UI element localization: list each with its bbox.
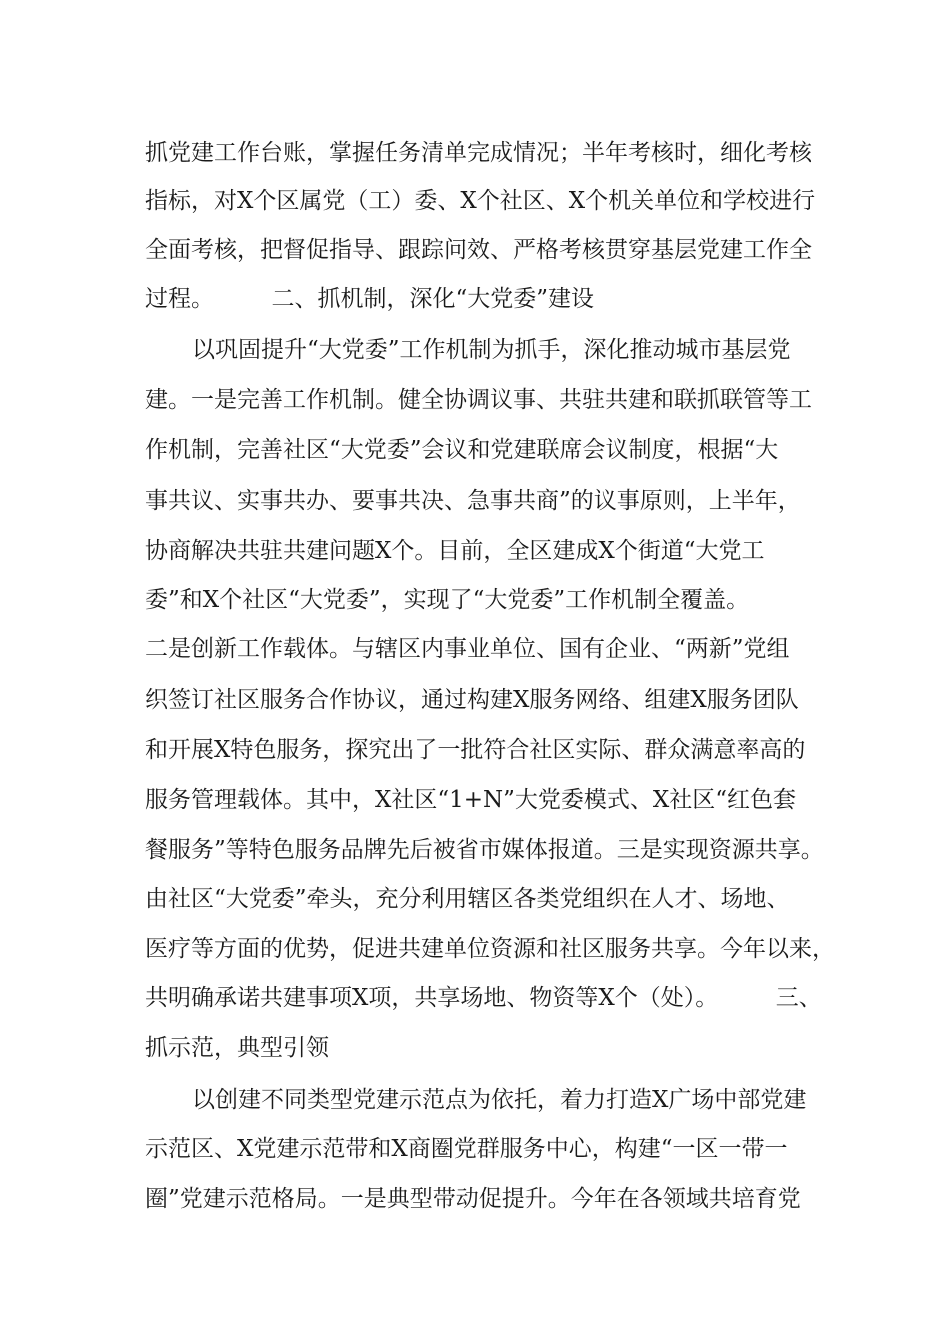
text-line: 二是创新工作载体。与辖区内事业单位、国有企业、“两新”党组	[145, 636, 790, 662]
text-line: 和开展X特色服务，探究出了一批符合社区实际、群众满意率高的	[145, 737, 806, 763]
text-line: 指标，对X个区属党（工）委、X个社区、X个机关单位和学校进行	[145, 188, 816, 214]
text-line: 协商解决共驻共建问题X个。目前，全区建成X个街道“大党工	[145, 538, 765, 564]
text-line: 织签订社区服务合作协议，通过构建X服务网络、组建X服务团队	[145, 687, 799, 713]
text-line: 由社区“大党委”牵头，充分利用辖区各类党组织在人才、场地、	[145, 886, 790, 912]
text-line: 作机制，完善社区“大党委”会议和党建联席会议制度，根据“大	[145, 437, 779, 463]
section-heading-line: 抓示范，典型引领	[145, 1035, 329, 1061]
text-line: 建。一是完善工作机制。健全协调议事、共驻共建和联抓联管等工	[145, 387, 812, 413]
text-line: 餐服务”等特色服务品牌先后被省市媒体报道。三是实现资源共享。	[145, 837, 824, 863]
text-line: 共明确承诺共建事项X项，共享场地、物资等X个（处）。 三、	[145, 985, 822, 1011]
text-line: 事共议、实事共办、要事共决、急事共商”的议事原则，上半年，	[145, 488, 801, 514]
paragraph-first-line: 以创建不同类型党建示范点为依托，着力打造X广场中部党建	[192, 1087, 807, 1113]
text-line: 示范区、X党建示范带和X商圈党群服务中心，构建“一区一带一	[145, 1136, 788, 1162]
text-line: 医疗等方面的优势，促进共建单位资源和社区服务共享。今年以来，	[145, 936, 835, 962]
text-line: 圈”党建示范格局。一是典型带动促提升。今年在各领域共培育党	[145, 1186, 801, 1212]
paragraph-first-line: 以巩固提升“大党委”工作机制为抓手，深化推动城市基层党	[192, 337, 791, 363]
text-line: 委”和X个社区“大党委”，实现了“大党委”工作机制全覆盖。	[145, 587, 750, 613]
text-line: 服务管理载体。其中，X社区“1+N”大党委模式、X社区“红色套	[145, 787, 797, 813]
text-line: 抓党建工作台账，掌握任务清单完成情况；半年考核时，细化考核	[145, 140, 812, 166]
text-line: 全面考核，把督促指导、跟踪问效、严格考核贯穿基层党建工作全	[145, 237, 812, 263]
section-heading-line: 过程。 二、抓机制，深化“大党委”建设	[145, 286, 595, 312]
